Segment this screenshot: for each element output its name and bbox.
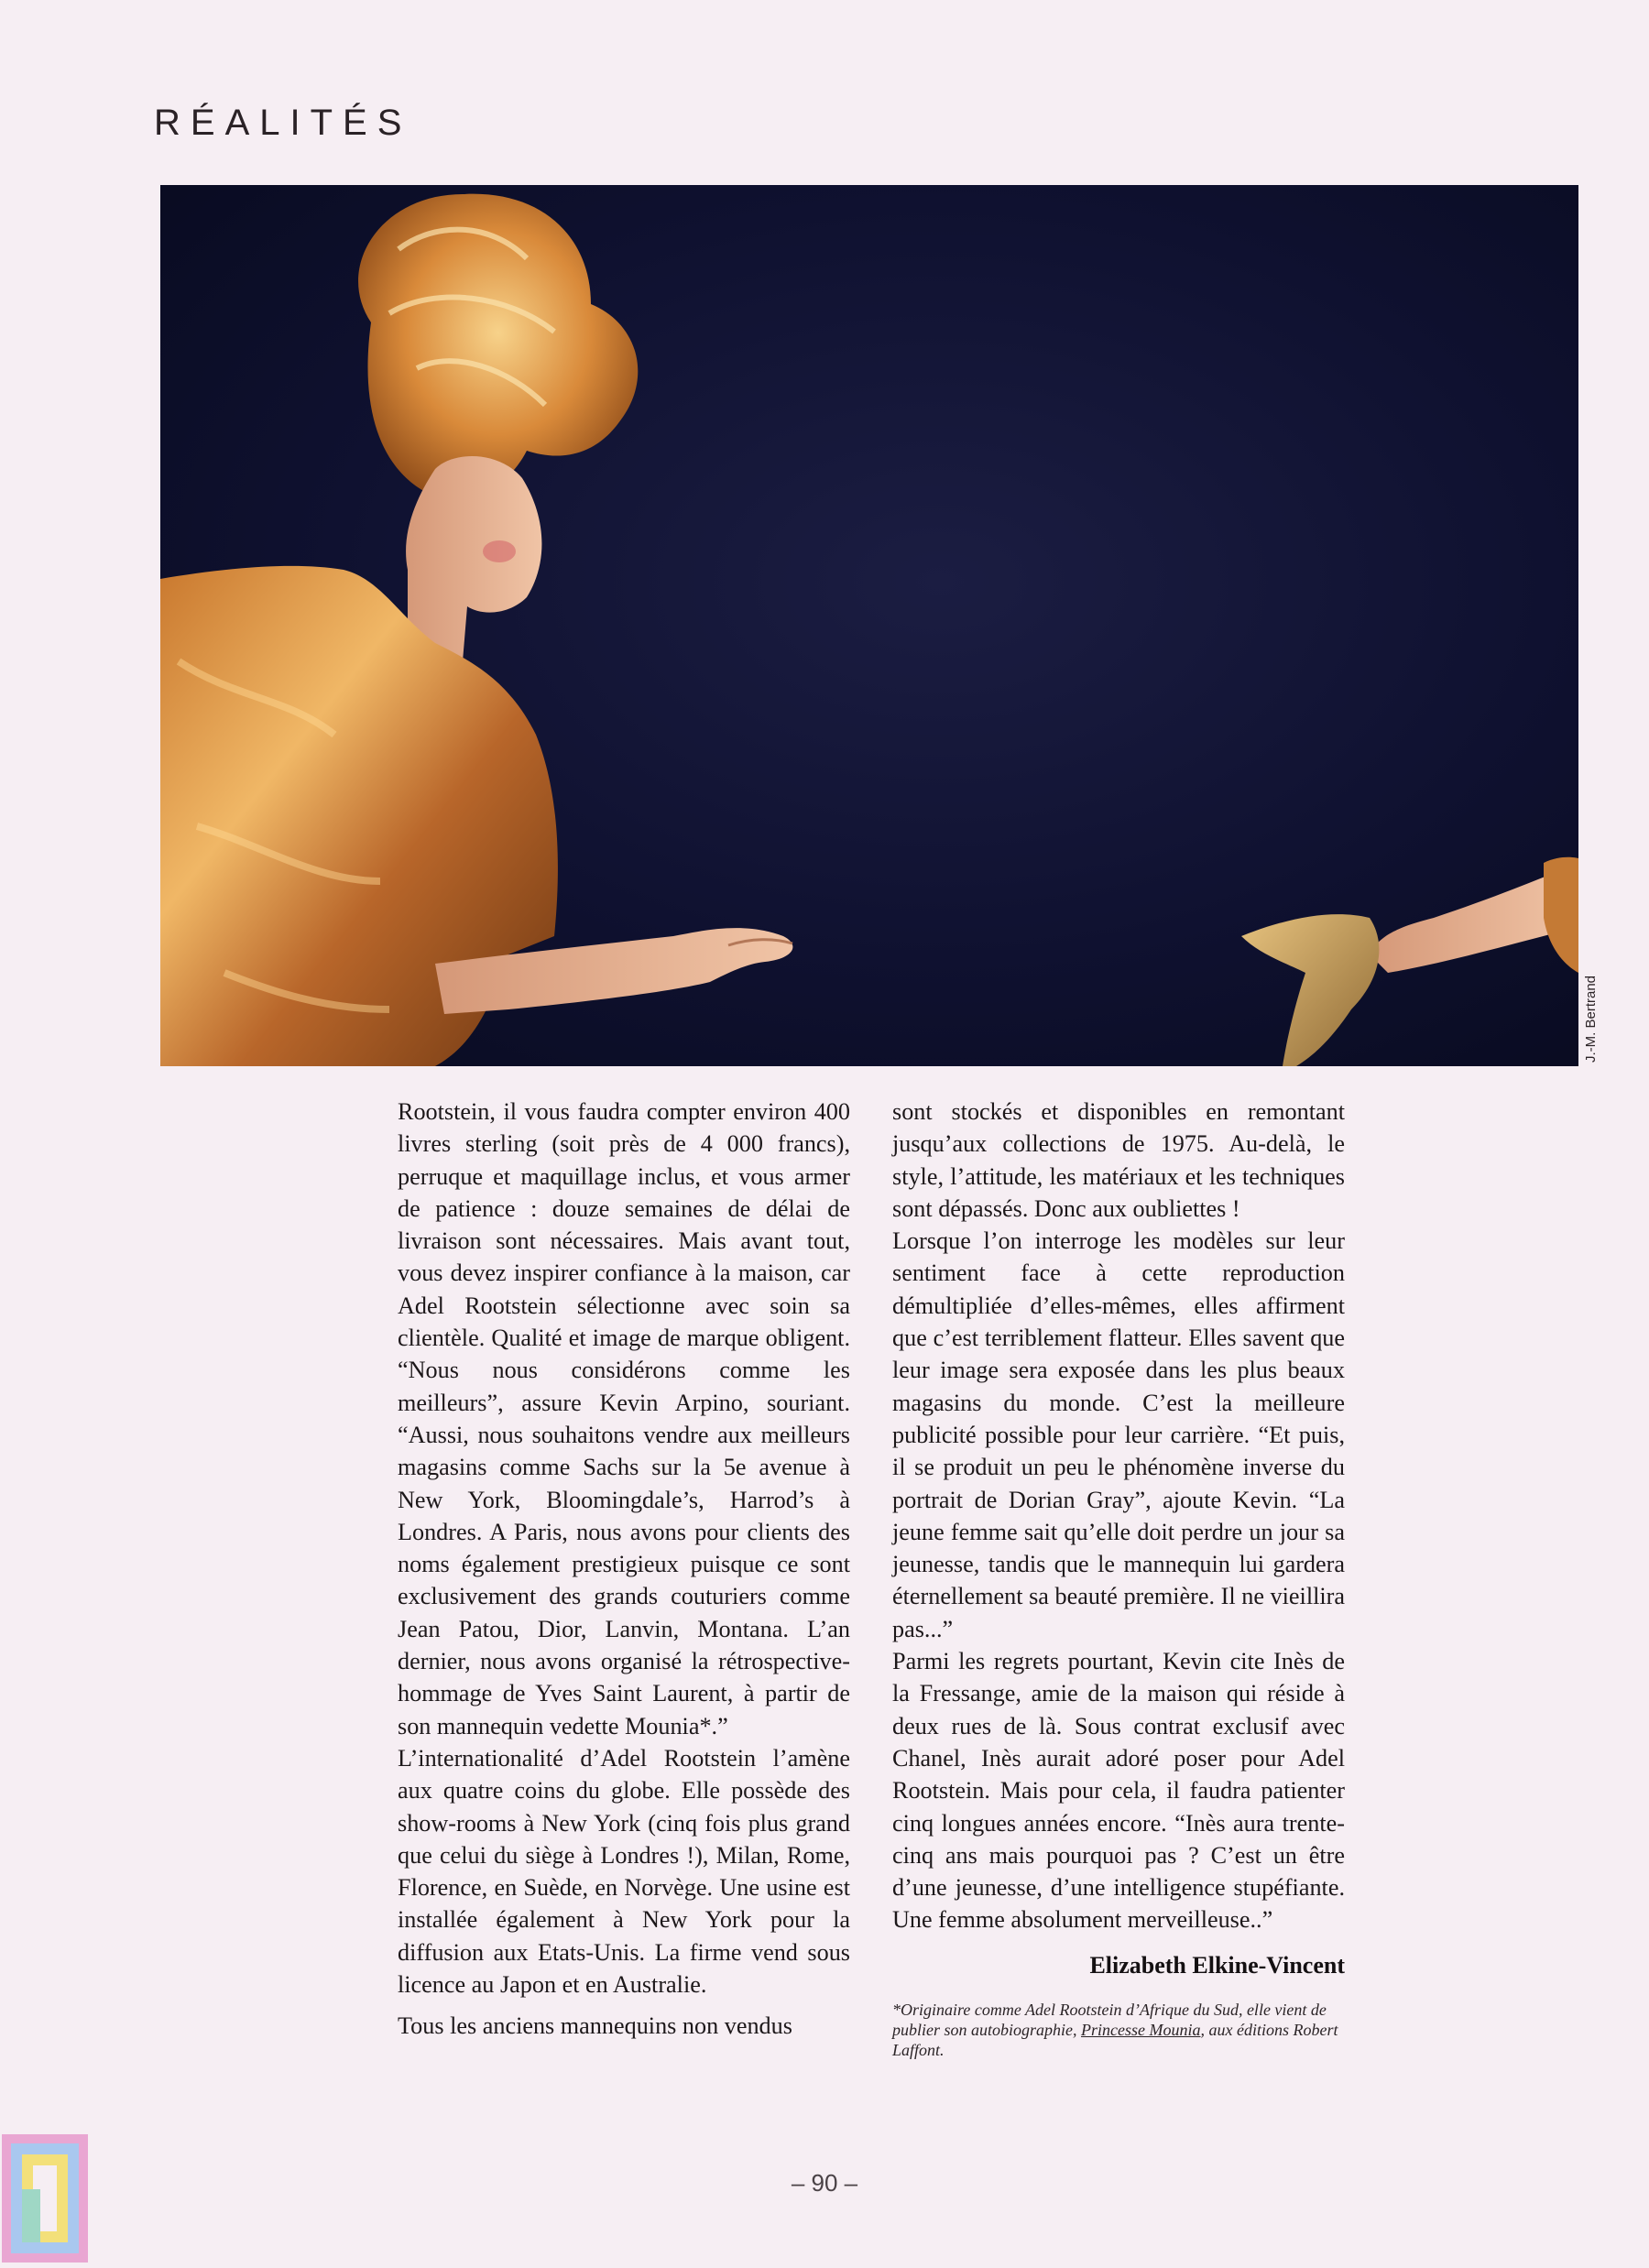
left-paragraph-3: Tous les anciens mannequins non vendus [398, 2012, 792, 2040]
footnote-book-title: Princesse Mounia [1081, 2021, 1201, 2040]
left-paragraph-2: L’internationalité d’Adel Rootstein l’amène aux quatre coins du globe. Elle possède des show-rooms à New York (cinq fois plus grand que celui du siège à Londres !), Milan, Rome, Florence, en Suède, en Norvège. Une usine est installée également à New York pour la diffusion aux Etats-Unis. La firme vend sous licence au Japon et en Australie. [398, 1744, 850, 1999]
article-right-column [892, 1096, 1345, 2060]
mannequin-photo [160, 185, 1578, 1066]
left-paragraph-1: Rootstein, il vous faudra compter environ 400 livres sterling (soit près de 4 000 francs), perruque et maquillage inclus, et vous armer de patience : douze semaines de délai de livraison sont nécessaires. Mais avant tout, vous devez inspirer confiance à la maison, car Adel Rootstein sélectionne avec soin sa clientèle. Qualité et image de marque obligent. “Nous nous considérons comme les meilleurs”, assure Kevin Arpino, souriant. “Aussi, nous souhaitons vendre aux meilleurs magasins comme Sachs sur la 5e avenue à New York, Bloomingdale’s, Harrod’s à Londres. A Paris, nous avons pour clients des noms également prestigieux puisque ce sont exclusivement des grands couturiers comme Jean Patou, Dior, Lanvin, Montana. L’an dernier, nous avons organisé la rétrospective-hommage de Yves Saint Laurent, à partir de son mannequin vedette Mounia*.” [398, 1098, 850, 1739]
footnote [892, 2000, 1345, 2060]
photo-credit: J.-M. Bertrand [1583, 975, 1599, 1063]
right-paragraph-1: sont stockés et disponibles en remontant jusqu’aux collections de 1975. Au-delà, le style, l’attitude, les matériaux et les techniques sont dépassés. Donc aux oubliettes ! [892, 1098, 1345, 1222]
scanner-color-mark [2, 2134, 88, 2263]
section-label: RÉALITÉS [154, 103, 412, 143]
page-number: – 90 – [791, 2169, 858, 2197]
footnote-text-after: , aux éditions Robert Laffont. [892, 2021, 1338, 2060]
footnote-text-before: *Originaire comme Adel Rootstein d’Afrique du Sud, elle vient de publier son autobiographie, [892, 2001, 1327, 2040]
right-paragraph-3: Parmi les regrets pourtant, Kevin cite Inès de la Fressange, amie de la maison qui réside à deux rues de là. Sous contrat exclusif avec Chanel, Inès aurait adoré poser pour Adel Rootstein. Mais pour cela, il faudra patienter cinq longues années encore. “Inès aura trente-cinq ans mais pourquoi pas ? C’est un être d’une jeunesse, d’une intelligence stupéfiante. Une femme absolument merveilleuse..” [892, 1648, 1345, 1934]
mannequin-illustration [160, 185, 1578, 1066]
author-signature: Elizabeth Elkine-Vincent [1089, 1951, 1345, 1979]
article-left-column [398, 1096, 850, 2043]
right-paragraph-2: Lorsque l’on interroge les modèles sur leur sentiment face à cette reproduction démultipliée d’elles-mêmes, elles affirment que c’est terriblement flatteur. Elles savent que leur image sera exposée dans les plus beaux magasins du monde. C’est la meilleure publicité possible pour leur carrière. “Et puis, il se produit un peu le phénomène inverse du portrait de Dorian Gray”, ajoute Kevin. “La jeune femme sait qu’elle doit perdre un jour sa jeunesse, tandis que le mannequin lui gardera éternellement sa beauté première. Il ne vieillira pas...” [892, 1227, 1345, 1642]
